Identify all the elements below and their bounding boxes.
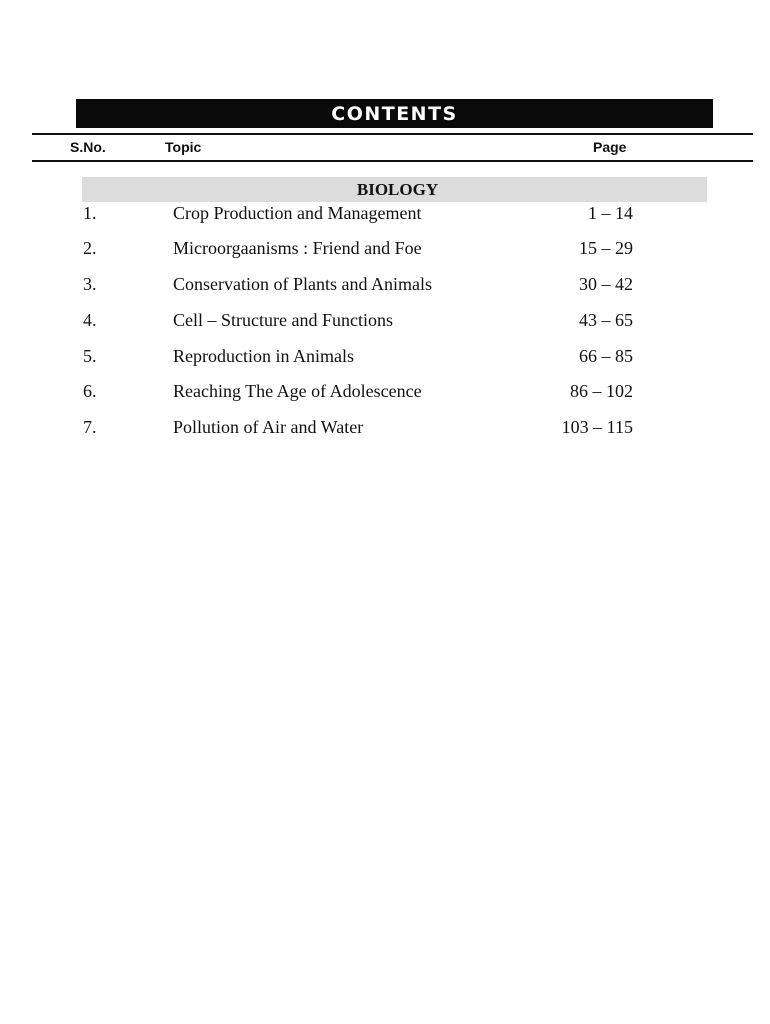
row-number: 1. <box>83 203 97 223</box>
row-pages: 30 – 42 <box>579 274 633 294</box>
row-topic: Cell – Structure and Functions <box>173 310 393 330</box>
row-topic: Reaching The Age of Adolescence <box>173 381 422 401</box>
header-bottom-rule <box>32 160 753 162</box>
contents-title: CONTENTS <box>331 102 458 125</box>
row-number: 7. <box>83 417 97 437</box>
row-pages: 86 – 102 <box>570 381 633 401</box>
section-heading: BIOLOGY <box>356 179 439 199</box>
row-topic: Microorgaanisms : Friend and Foe <box>173 238 422 258</box>
row-topic: Reproduction in Animals <box>173 346 354 366</box>
row-number: 5. <box>83 346 97 366</box>
toc-row <box>0 381 770 405</box>
row-pages: 103 – 115 <box>561 417 633 437</box>
toc-row <box>0 310 770 334</box>
row-number: 6. <box>83 381 97 401</box>
section-heading-bar <box>82 177 707 202</box>
column-header-page: Page <box>593 139 627 155</box>
row-topic: Conservation of Plants and Animals <box>173 274 432 294</box>
toc-row <box>0 238 770 262</box>
header-top-rule <box>32 133 753 135</box>
row-number: 4. <box>83 310 97 330</box>
row-pages: 43 – 65 <box>579 310 633 330</box>
column-header-topic: Topic <box>165 139 202 155</box>
toc-row <box>0 346 770 370</box>
toc-row <box>0 417 770 441</box>
column-header-sno: S.No. <box>70 139 106 155</box>
row-pages: 66 – 85 <box>579 346 633 366</box>
row-topic: Crop Production and Management <box>173 203 422 223</box>
row-pages: 15 – 29 <box>579 238 633 258</box>
row-number: 3. <box>83 274 97 294</box>
toc-row <box>0 274 770 298</box>
toc-row <box>0 203 770 227</box>
contents-title-bar <box>76 99 713 128</box>
row-pages: 1 – 14 <box>588 203 633 223</box>
row-topic: Pollution of Air and Water <box>173 417 364 437</box>
row-number: 2. <box>83 238 97 258</box>
